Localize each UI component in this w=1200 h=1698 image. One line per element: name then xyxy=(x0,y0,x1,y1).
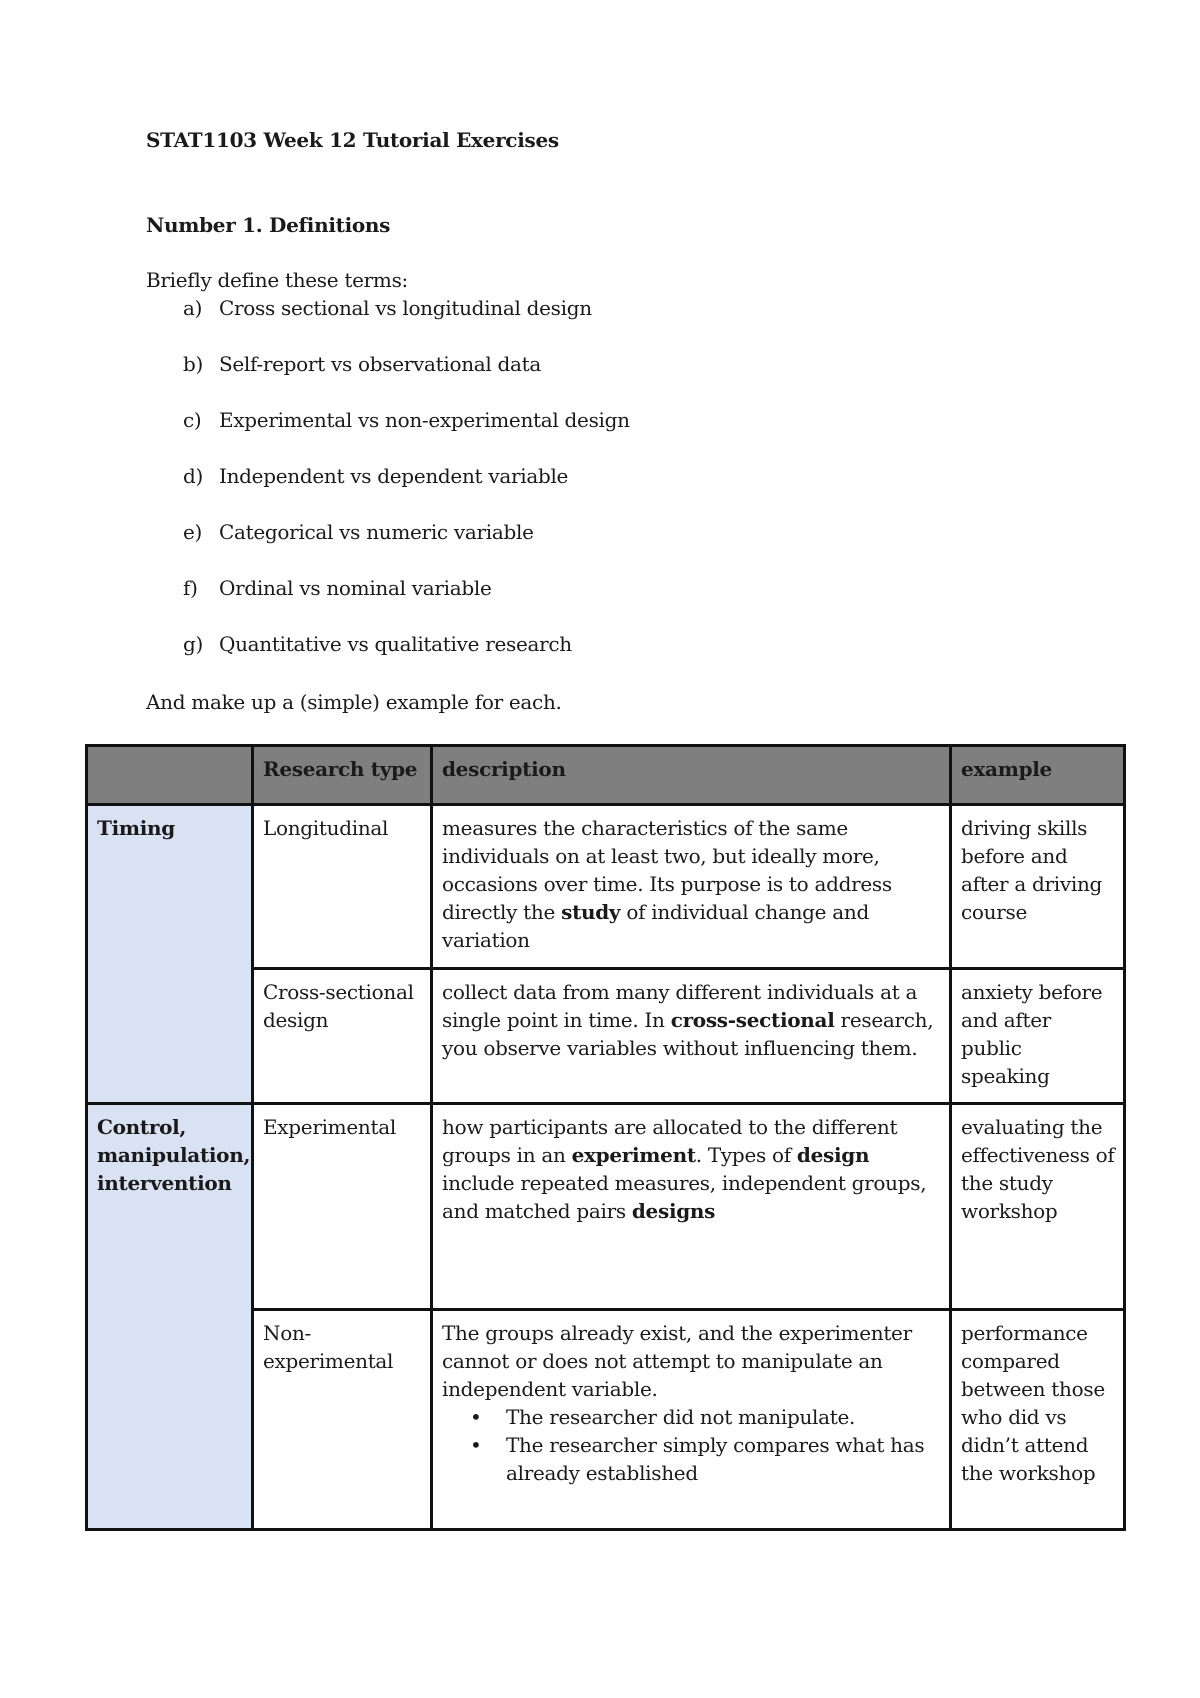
list-marker: e) xyxy=(183,520,203,544)
research-type-cell: Longitudinal xyxy=(253,805,432,969)
table-header-row xyxy=(87,746,1125,805)
research-type-cell: Cross-sectional design xyxy=(253,969,432,1104)
description-cell: collect data from many different individuals at a single point in time. In cross-sectional research, you observe variables without influencing them. xyxy=(432,969,951,1104)
list-item xyxy=(183,464,630,520)
list-item-text: Experimental vs non-experimental design xyxy=(219,408,630,432)
bullet-item: • The researcher simply compares what has already established xyxy=(506,1431,941,1487)
header-cell-blank xyxy=(87,746,253,805)
list-item-text: Self-report vs observational data xyxy=(219,352,542,376)
header-cell-example: example xyxy=(951,746,1125,805)
list-item xyxy=(183,352,630,408)
description-cell: measures the characteristics of the same individuals on at least two, but ideally more, occasions over time. Its purpose is to address directly the study of individual change and variation xyxy=(432,805,951,969)
list-marker: g) xyxy=(183,632,204,656)
list-item xyxy=(183,296,630,352)
definitions-table xyxy=(85,744,1126,1531)
list-item xyxy=(183,576,630,632)
example-cell: performance compared between those who did vs didn’t attend the workshop xyxy=(951,1310,1125,1530)
list-item xyxy=(183,408,630,464)
outro-text: And make up a (simple) example for each. xyxy=(146,690,562,714)
research-type-cell: Non-experimental xyxy=(253,1310,432,1530)
bullet-item: • The researcher did not manipulate. xyxy=(506,1403,941,1431)
terms-list xyxy=(183,296,630,688)
header-cell-description: description xyxy=(432,746,951,805)
intro-text: Briefly define these terms: xyxy=(146,268,408,292)
list-marker: f) xyxy=(183,576,198,600)
description-bullets xyxy=(442,1403,941,1487)
list-item-text: Cross sectional vs longitudinal design xyxy=(219,296,592,320)
list-marker: b) xyxy=(183,352,204,376)
list-item-text: Quantitative vs qualitative research xyxy=(219,632,572,656)
list-item xyxy=(183,520,630,576)
list-item-text: Categorical vs numeric variable xyxy=(219,520,534,544)
example-cell: anxiety before and after public speaking xyxy=(951,969,1125,1104)
list-item xyxy=(183,632,630,688)
table-row xyxy=(87,805,1125,969)
list-marker: a) xyxy=(183,296,203,320)
section-heading: Number 1. Definitions xyxy=(146,213,391,237)
example-cell: driving skills before and after a driving course xyxy=(951,805,1125,969)
list-marker: c) xyxy=(183,408,202,432)
header-cell-research-type: Research type xyxy=(253,746,432,805)
list-item-text: Independent vs dependent variable xyxy=(219,464,569,488)
description-cell: how participants are allocated to the different groups in an experiment. Types of design include repeated measures, independent groups, and matched pairs designs xyxy=(432,1104,951,1310)
category-cell: Timing xyxy=(87,805,253,1104)
list-item-text: Ordinal vs nominal variable xyxy=(219,576,492,600)
table-row xyxy=(87,1104,1125,1310)
description-cell: The groups already exist, and the experimenter cannot or does not attempt to manipulate an independent variable. • The researcher did not manipulate. • The researcher simply compares what has already established xyxy=(432,1310,951,1530)
example-cell: evaluating the effectiveness of the study workshop xyxy=(951,1104,1125,1310)
list-marker: d) xyxy=(183,464,204,488)
category-cell: Control, manipulation, intervention xyxy=(87,1104,253,1530)
document-title: STAT1103 Week 12 Tutorial Exercises xyxy=(146,128,559,152)
research-type-cell: Experimental xyxy=(253,1104,432,1310)
